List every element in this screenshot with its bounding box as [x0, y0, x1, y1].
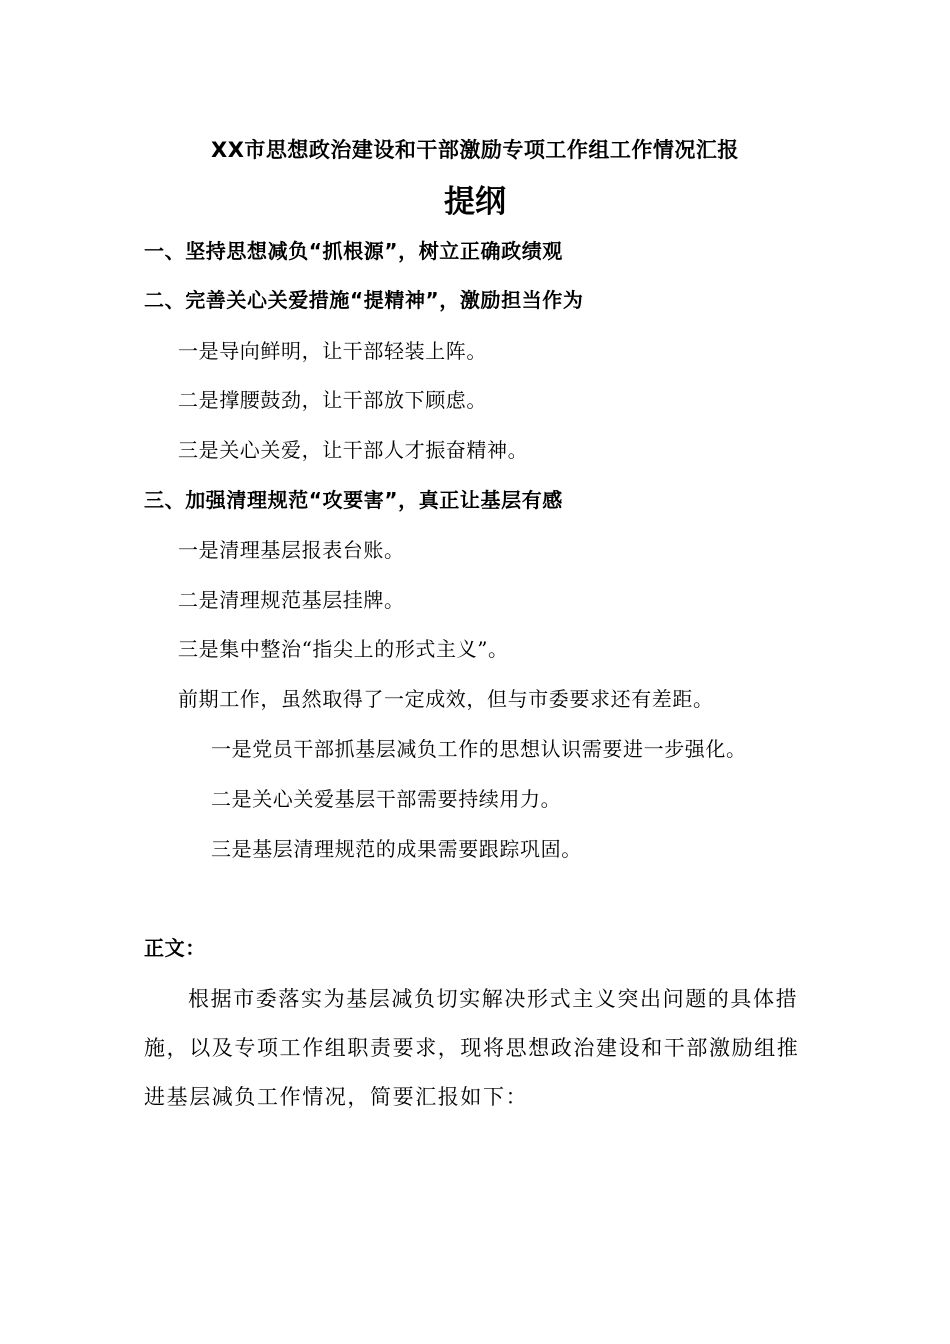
outline-item: 三是关心关爱，让干部人才振奋精神。 [178, 438, 529, 462]
outline-item: 二是撑腰鼓劲，让干部放下顾虑。 [178, 388, 487, 412]
body-paragraph-line: 进基层减负工作情况，简要汇报如下： [144, 1085, 529, 1109]
outline-item: 一是清理基层报表台账。 [178, 538, 405, 562]
body-label: 正文： [144, 936, 206, 960]
section-heading-3: 三、加强清理规范“攻要害”，真正让基层有感 [144, 488, 563, 512]
outline-item: 三是集中整治“指尖上的形式主义”。 [178, 637, 509, 661]
shortcoming-item: 二是关心关爱基层干部需要持续用力。 [211, 787, 562, 811]
document-title: XX市思想政治建设和干部激励专项工作组工作情况汇报 [211, 138, 739, 162]
body-paragraph-line: 根据市委落实为基层减负切实解决形式主义突出问题的具体措 [188, 987, 799, 1011]
shortcoming-item: 一是党员干部抓基层减负工作的思想认识需要进一步强化。 [211, 737, 747, 761]
body-paragraph-line: 施，以及专项工作组职责要求，现将思想政治建设和干部激励组推 [144, 1036, 800, 1060]
outline-item: 二是清理规范基层挂牌。 [178, 588, 405, 612]
section-heading-1: 一、坚持思想减负“抓根源”，树立正确政绩观 [144, 239, 563, 263]
outline-heading: 提纲 [444, 184, 506, 220]
summary-intro: 前期工作，虽然取得了一定成效，但与市委要求还有差距。 [178, 687, 714, 711]
outline-item: 一是导向鲜明，让干部轻装上阵。 [178, 339, 487, 363]
section-heading-2: 二、完善关心关爱措施“提精神”，激励担当作为 [144, 288, 584, 312]
shortcoming-item: 三是基层清理规范的成果需要跟踪巩固。 [211, 837, 582, 861]
